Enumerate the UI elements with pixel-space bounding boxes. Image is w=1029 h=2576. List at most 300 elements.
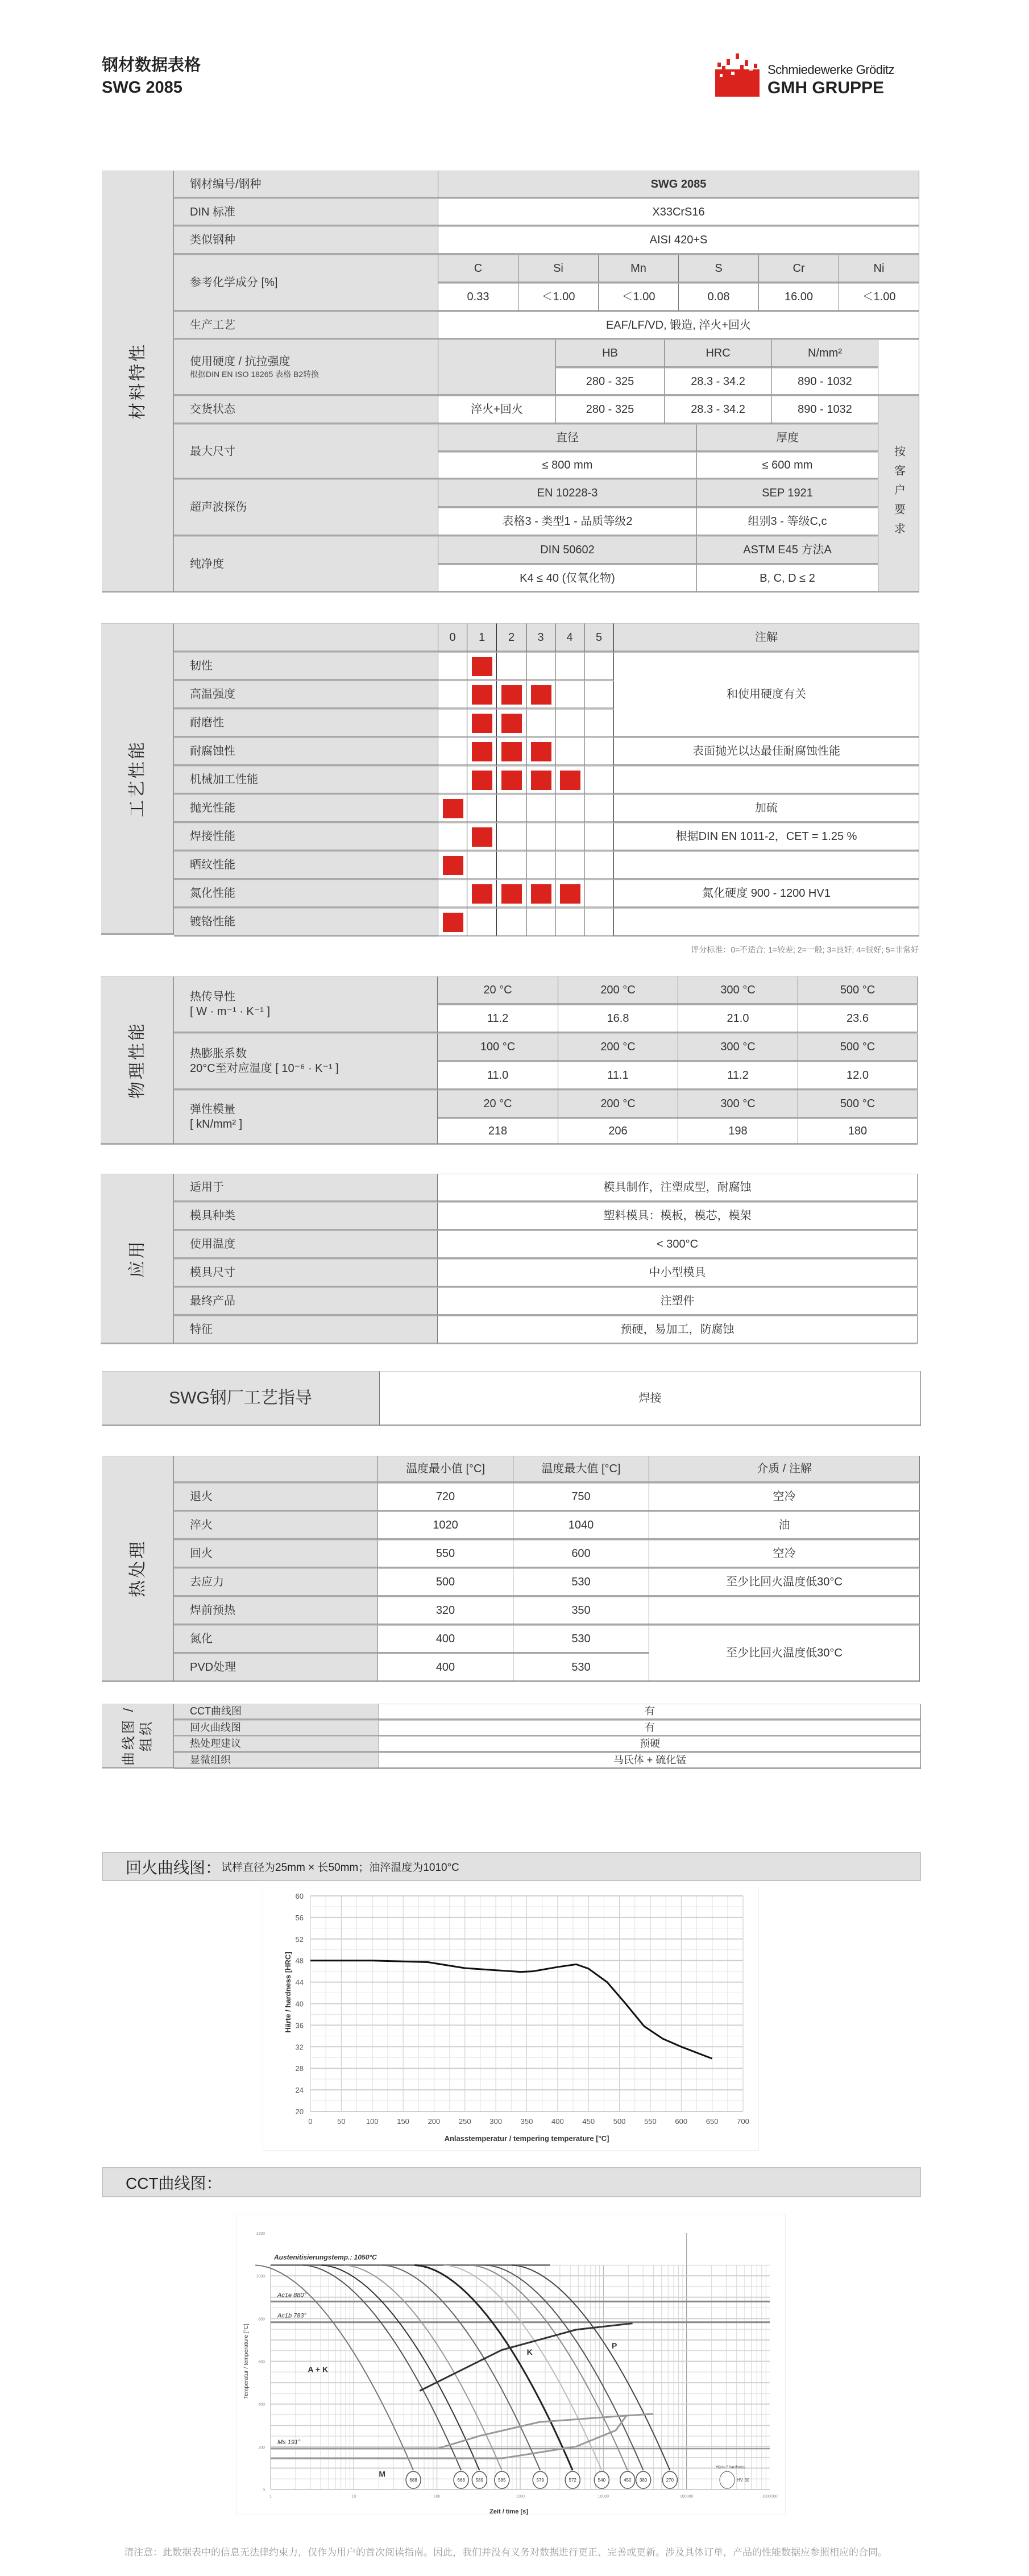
rating-cell bbox=[555, 823, 584, 851]
rating-cell bbox=[584, 823, 614, 851]
physical-unit: [ kN/mm² ] bbox=[190, 1118, 243, 1130]
hardness-note: 根据DIN EN ISO 18265 表格 B2转换 bbox=[190, 370, 320, 379]
application-value: < 300°C bbox=[438, 1231, 918, 1259]
heat-max-temp: 1040 bbox=[513, 1511, 649, 1540]
processing-item-label: 抛光性能 bbox=[174, 794, 438, 823]
heat-process-label: PVD处理 bbox=[174, 1654, 378, 1682]
heat-max-temp: 530 bbox=[513, 1625, 649, 1654]
max-size-value: ≤ 600 mm bbox=[697, 452, 878, 479]
ultrasonic-header: EN 10228-3 bbox=[438, 479, 697, 508]
physical-temp-header: 300 °C bbox=[678, 1033, 798, 1062]
y-tick-label: 28 bbox=[295, 2064, 304, 2073]
heat-max-temp: 350 bbox=[513, 1597, 649, 1625]
purity-value: K4 ≤ 40 (仅氧化物) bbox=[438, 565, 697, 593]
x-tick-label: 0 bbox=[308, 2117, 313, 2126]
steel-grade-subtitle: SWG 2085 bbox=[102, 78, 182, 97]
section-label-text: 工艺性能 bbox=[128, 740, 147, 817]
similar-grade-label: 类似钢种 bbox=[174, 226, 438, 255]
heat-max-temp: 530 bbox=[513, 1568, 649, 1597]
section-label-material bbox=[102, 171, 174, 593]
x-axis-label: Anlasstemperatur / tempering temperature [°C] bbox=[444, 2134, 609, 2143]
physical-temp-header: 300 °C bbox=[678, 1090, 798, 1119]
processing-item-label: 镀铬性能 bbox=[174, 908, 438, 937]
x-tick-label: 150 bbox=[397, 2117, 409, 2126]
cooling-curve bbox=[344, 2265, 502, 2470]
disclaimer-note: 请注意：此数据表中的信息无法律约束力，仅作为用户的首次阅读指南。因此，我们并没有义务对数据进行更正、完善或更新。涉及具体订单，产品的性能数据应参照相应的合同。 bbox=[124, 2547, 887, 2558]
physical-temp-header: 500 °C bbox=[798, 1090, 918, 1119]
rating-cell bbox=[526, 823, 555, 851]
section-label-text: 材料特性 bbox=[128, 342, 147, 420]
rating-mark bbox=[531, 771, 551, 790]
heat-max-temp: 750 bbox=[513, 1483, 649, 1511]
processing-item-label: 晒纹性能 bbox=[174, 851, 438, 880]
rating-mark bbox=[472, 657, 492, 676]
x-tick-label: 100000 bbox=[679, 2495, 694, 2499]
rating-cell bbox=[555, 794, 584, 823]
hardness-value: 380 bbox=[639, 2478, 648, 2483]
physical-unit: [ W · m⁻¹ · K⁻¹ ] bbox=[190, 1005, 271, 1018]
delivery-value: 890 - 1032 bbox=[772, 396, 878, 424]
rating-mark bbox=[443, 856, 463, 875]
x-tick-label: 200 bbox=[428, 2117, 441, 2126]
section-label-text: 物理性能 bbox=[127, 1021, 147, 1099]
y-tick-label: 24 bbox=[295, 2086, 304, 2095]
y-tick-label: 0 bbox=[263, 2488, 265, 2492]
rating-cell bbox=[526, 766, 555, 794]
processing-item-label: 焊接性能 bbox=[174, 823, 438, 851]
physical-temp-header: 200 °C bbox=[558, 976, 678, 1005]
logo-mark-icon bbox=[715, 52, 761, 97]
note-welding: 根据DIN EN 1011-2，CET = 1.25 % bbox=[614, 823, 919, 851]
rating-legend: 评分标准：0=不适合; 1=较差; 2=一般; 3=良好; 4=很好; 5=非常好 bbox=[691, 945, 919, 954]
rating-cell bbox=[526, 681, 555, 709]
rating-cell bbox=[584, 794, 614, 823]
heat-header-note: 介质 / 注解 bbox=[649, 1456, 920, 1483]
rating-scale-header: 0 bbox=[438, 623, 467, 652]
physical-label: 热膨胀系数 bbox=[190, 1047, 247, 1060]
x-tick-label: 1000000 bbox=[762, 2495, 778, 2499]
ultrasonic-value: 表格3 - 类型1 - 品质等级2 bbox=[438, 508, 697, 536]
y-tick-label: 1000 bbox=[256, 2275, 265, 2279]
cooling-curve bbox=[470, 2265, 628, 2470]
section-label-heat-treatment bbox=[102, 1456, 174, 1682]
y-tick-label: 36 bbox=[295, 2021, 304, 2030]
section-label-curves bbox=[102, 1704, 174, 1769]
tempering-curve-header bbox=[102, 1852, 921, 1881]
application-value: 塑料模具：模板，模芯，模架 bbox=[438, 1202, 918, 1231]
application-label: 特征 bbox=[174, 1316, 438, 1344]
cooling-curve bbox=[512, 2265, 670, 2470]
rating-cell bbox=[467, 851, 497, 880]
heat-note-merged: 至少比回火温度低30°C bbox=[649, 1625, 920, 1682]
heat-max-temp: 530 bbox=[513, 1654, 649, 1682]
rating-cell bbox=[555, 766, 584, 794]
guide-value: 焊接 bbox=[380, 1371, 921, 1426]
rating-mark bbox=[531, 884, 551, 904]
max-size-header: 厚度 bbox=[697, 424, 878, 452]
curves-value: 预硬 bbox=[379, 1736, 921, 1753]
rating-mark bbox=[472, 827, 492, 847]
rating-cell bbox=[584, 652, 614, 681]
heat-process-label: 淬火 bbox=[174, 1511, 378, 1540]
delivery-value: 280 - 325 bbox=[556, 396, 665, 424]
hardness-header: N/mm² bbox=[772, 339, 878, 368]
heat-note: 油 bbox=[649, 1511, 920, 1540]
heat-process-label: 去应力 bbox=[174, 1568, 378, 1597]
y-tick-label: 52 bbox=[295, 1935, 304, 1944]
y-tick-label: 48 bbox=[295, 1956, 304, 1965]
note-hardness-related: 和使用硬度有关 bbox=[614, 652, 919, 738]
customer-requirement-note bbox=[878, 396, 919, 593]
x-tick-label: 350 bbox=[520, 2117, 533, 2126]
heat-max-temp: 600 bbox=[513, 1540, 649, 1568]
hardness-value: 688 bbox=[409, 2478, 417, 2483]
rating-scale-header: 1 bbox=[467, 623, 497, 652]
rating-cell bbox=[526, 652, 555, 681]
chemistry-label: 参考化学成分 [%] bbox=[174, 255, 438, 312]
rating-cell bbox=[555, 880, 584, 908]
heat-process-label: 回火 bbox=[174, 1540, 378, 1568]
rating-mark bbox=[472, 884, 492, 904]
x-tick-label: 10000 bbox=[598, 2495, 609, 2499]
ultrasonic-header: SEP 1921 bbox=[697, 479, 878, 508]
hardness-value: 28.3 - 34.2 bbox=[665, 368, 772, 396]
physical-value: 12.0 bbox=[798, 1062, 918, 1090]
physical-label: 热传导性 bbox=[190, 991, 235, 1003]
company-logo bbox=[715, 52, 920, 98]
rating-mark bbox=[472, 742, 492, 761]
rating-cell bbox=[584, 709, 614, 738]
section-label-text: 热处理 bbox=[128, 1539, 147, 1597]
rating-mark bbox=[472, 771, 492, 790]
rating-cell bbox=[467, 794, 497, 823]
chem-element-header: Mn bbox=[599, 255, 679, 283]
hardness-value: 579 bbox=[536, 2478, 544, 2483]
physical-temp-header: 300 °C bbox=[678, 976, 798, 1005]
rating-cell bbox=[497, 908, 526, 937]
y-tick-label: 400 bbox=[258, 2403, 265, 2407]
chem-element-value: 16.00 bbox=[759, 283, 839, 312]
physical-value: 23.6 bbox=[798, 1005, 918, 1033]
rating-cell bbox=[584, 766, 614, 794]
cooling-curve bbox=[414, 2265, 572, 2470]
rating-cell bbox=[526, 908, 555, 937]
x-tick-label: 300 bbox=[489, 2117, 502, 2126]
rating-mark bbox=[501, 742, 522, 761]
din-label: DIN 标准 bbox=[174, 198, 438, 226]
hardness-value: 540 bbox=[598, 2478, 606, 2483]
rating-cell bbox=[497, 794, 526, 823]
tempering-chart bbox=[263, 1887, 759, 2151]
processing-item-label: 高温强度 bbox=[174, 681, 438, 709]
x-tick-label: 550 bbox=[644, 2117, 657, 2126]
physical-value: 11.1 bbox=[558, 1062, 678, 1090]
x-tick-label: 650 bbox=[706, 2117, 719, 2126]
reference-line-label: Ac1e 880° bbox=[277, 2292, 306, 2299]
y-tick-label: 32 bbox=[295, 2043, 304, 2052]
rating-cell bbox=[497, 766, 526, 794]
x-tick-label: 10 bbox=[351, 2495, 356, 2499]
cct-curve-header bbox=[102, 2167, 921, 2197]
rating-mark bbox=[531, 685, 551, 705]
rating-cell bbox=[438, 880, 467, 908]
physical-label: 弹性模量 bbox=[190, 1103, 235, 1116]
physical-value: 16.8 bbox=[558, 1005, 678, 1033]
delivery-label: 交货状态 bbox=[174, 396, 438, 424]
notes-header: 注解 bbox=[614, 623, 919, 652]
note-empty bbox=[614, 851, 919, 880]
chem-element-value: ＜1.00 bbox=[839, 283, 919, 312]
application-value: 预硬，易加工，防腐蚀 bbox=[438, 1316, 918, 1344]
physical-value: 180 bbox=[798, 1119, 918, 1145]
y-tick-label: 600 bbox=[258, 2360, 265, 2364]
application-value: 中小型模具 bbox=[438, 1259, 918, 1287]
rating-mark bbox=[501, 685, 522, 705]
region-label: M bbox=[379, 2469, 386, 2479]
rating-mark bbox=[501, 771, 522, 790]
rating-mark bbox=[560, 884, 580, 904]
physical-value: 218 bbox=[438, 1119, 558, 1145]
physical-label-cell bbox=[174, 1090, 438, 1145]
hardness-value: 280 - 325 bbox=[556, 368, 665, 396]
physical-temp-header: 500 °C bbox=[798, 976, 918, 1005]
chem-element-value: ＜1.00 bbox=[518, 283, 599, 312]
curves-label: 回火曲线图 bbox=[174, 1720, 379, 1737]
rating-cell bbox=[467, 681, 497, 709]
rating-cell bbox=[555, 908, 584, 937]
rating-cell bbox=[438, 652, 467, 681]
physical-temp-header: 100 °C bbox=[438, 1033, 558, 1062]
rating-cell bbox=[438, 681, 467, 709]
heat-process-label: 焊前预热 bbox=[174, 1597, 378, 1625]
section-label-physical bbox=[101, 976, 174, 1145]
hardness-value: 572 bbox=[569, 2478, 576, 2483]
max-size-label: 最大尺寸 bbox=[174, 424, 438, 479]
curves-label: 热处理建议 bbox=[174, 1736, 379, 1753]
rating-cell bbox=[497, 851, 526, 880]
application-label: 适用于 bbox=[174, 1174, 438, 1202]
rating-cell bbox=[526, 794, 555, 823]
y-tick-label: 40 bbox=[295, 1999, 304, 2008]
curves-value: 有 bbox=[379, 1720, 921, 1737]
section-label-text: 按客户要求 bbox=[892, 445, 905, 542]
rating-cell bbox=[467, 908, 497, 937]
page-title: 钢材数据表格 bbox=[102, 56, 201, 74]
physical-temp-header: 20 °C bbox=[438, 976, 558, 1005]
chem-element-header: Cr bbox=[759, 255, 839, 283]
physical-unit: 20°C至对应温度 [ 10⁻⁶ · K⁻¹ ] bbox=[190, 1062, 339, 1075]
rating-cell bbox=[438, 851, 467, 880]
rating-cell bbox=[467, 766, 497, 794]
y-tick-label: 1200 bbox=[256, 2232, 265, 2236]
y-tick-label: 200 bbox=[258, 2445, 265, 2450]
heat-note bbox=[649, 1597, 920, 1625]
cooling-curve bbox=[321, 2265, 479, 2470]
legend-unit: HV 30 bbox=[737, 2478, 750, 2483]
heat-note: 空冷 bbox=[649, 1540, 920, 1568]
rating-cell bbox=[555, 652, 584, 681]
rating-cell bbox=[555, 681, 584, 709]
rating-cell bbox=[555, 709, 584, 738]
rating-cell bbox=[584, 880, 614, 908]
y-tick-label: 20 bbox=[295, 2107, 304, 2116]
hardness-value: 589 bbox=[475, 2478, 484, 2483]
heat-min-temp: 550 bbox=[378, 1540, 513, 1568]
heat-min-temp: 320 bbox=[378, 1597, 513, 1625]
application-value: 注塑件 bbox=[438, 1287, 918, 1316]
x-tick-label: 1 bbox=[269, 2495, 272, 2499]
curves-value: 有 bbox=[379, 1704, 921, 1720]
application-label: 使用温度 bbox=[174, 1231, 438, 1259]
cct-curve-title: CCT曲线图： bbox=[126, 2174, 222, 2192]
x-tick-label: 600 bbox=[675, 2117, 688, 2126]
rating-mark bbox=[501, 884, 522, 904]
physical-temp-header: 500 °C bbox=[798, 1033, 918, 1062]
heat-note: 空冷 bbox=[649, 1483, 920, 1511]
y-tick-label: 800 bbox=[258, 2317, 265, 2322]
heat-header-blank bbox=[174, 1456, 378, 1483]
processing-item-label: 耐腐蚀性 bbox=[174, 738, 438, 766]
heat-header-min: 温度最小值 [°C] bbox=[378, 1456, 513, 1483]
physical-temp-header: 200 °C bbox=[558, 1090, 678, 1119]
purity-header: ASTM E45 方法A bbox=[697, 536, 878, 565]
physical-value: 11.2 bbox=[678, 1062, 798, 1090]
application-label: 模具种类 bbox=[174, 1202, 438, 1231]
physical-value: 206 bbox=[558, 1119, 678, 1145]
x-tick-label: 500 bbox=[613, 2117, 626, 2126]
austenitizing-label: Austenitisierungstemp.: 1050°C bbox=[274, 2253, 377, 2262]
section-label-text: 曲线图 / 组织 bbox=[121, 1705, 154, 1766]
rating-scale-header: 3 bbox=[526, 623, 555, 652]
rating-cell bbox=[497, 823, 526, 851]
rating-cell bbox=[526, 851, 555, 880]
physical-label-cell bbox=[174, 976, 438, 1033]
rating-scale-header: 4 bbox=[555, 623, 584, 652]
rating-cell bbox=[584, 908, 614, 937]
note-polishing: 加硫 bbox=[614, 794, 919, 823]
x-tick-label: 100 bbox=[433, 2495, 441, 2499]
rating-mark bbox=[443, 913, 463, 932]
reference-line-label: Ms 191° bbox=[277, 2439, 301, 2446]
region-label: A + K bbox=[308, 2364, 329, 2374]
physical-value: 11.0 bbox=[438, 1062, 558, 1090]
curves-label: 显微组织 bbox=[174, 1753, 379, 1769]
rating-cell bbox=[438, 738, 467, 766]
rating-cell bbox=[497, 738, 526, 766]
rating-mark bbox=[501, 714, 522, 733]
x-axis-label: Zeit / time [s] bbox=[489, 2508, 528, 2515]
processing-header-blank bbox=[174, 623, 438, 652]
hardness-label-cell bbox=[174, 339, 438, 396]
tempering-chart-svg bbox=[263, 1887, 760, 2151]
heat-header-max: 温度最大值 [°C] bbox=[513, 1456, 649, 1483]
rating-cell bbox=[497, 681, 526, 709]
application-label: 最终产品 bbox=[174, 1287, 438, 1316]
rating-cell bbox=[438, 766, 467, 794]
rating-cell bbox=[497, 880, 526, 908]
blank-cell bbox=[878, 339, 919, 396]
ultrasonic-label: 超声波探伤 bbox=[174, 479, 438, 536]
section-label-text: 应用 bbox=[127, 1239, 147, 1278]
rating-cell bbox=[467, 823, 497, 851]
heat-min-temp: 500 bbox=[378, 1568, 513, 1597]
process-label: 生产工艺 bbox=[174, 312, 438, 339]
physical-temp-header: 20 °C bbox=[438, 1090, 558, 1119]
section-label-application bbox=[101, 1174, 174, 1344]
process-value: EAF/LF/VD, 锻造, 淬火+回火 bbox=[438, 312, 919, 339]
rating-mark bbox=[472, 685, 492, 705]
rating-mark bbox=[531, 742, 551, 761]
x-tick-label: 450 bbox=[582, 2117, 595, 2126]
logo-group-name: GMH GRUPPE bbox=[767, 78, 885, 97]
max-size-value: ≤ 800 mm bbox=[438, 452, 697, 479]
rating-cell bbox=[438, 794, 467, 823]
y-tick-label: 44 bbox=[295, 1978, 304, 1987]
tempering-curve-title: 回火曲线图： bbox=[126, 1858, 222, 1877]
physical-temp-header: 200 °C bbox=[558, 1033, 678, 1062]
y-tick-label: 56 bbox=[295, 1913, 304, 1922]
processing-item-label: 韧性 bbox=[174, 652, 438, 681]
processing-item-label: 氮化性能 bbox=[174, 880, 438, 908]
rating-cell bbox=[555, 738, 584, 766]
heat-min-temp: 720 bbox=[378, 1483, 513, 1511]
delivery-state: 淬火+回火 bbox=[438, 396, 556, 424]
rating-mark bbox=[443, 799, 463, 818]
hardness-value: 270 bbox=[666, 2478, 674, 2483]
heat-process-label: 氮化 bbox=[174, 1625, 378, 1654]
rating-cell bbox=[584, 681, 614, 709]
hardness-value: 450 bbox=[624, 2478, 632, 2483]
purity-label: 纯净度 bbox=[174, 536, 438, 593]
x-tick-label: 700 bbox=[737, 2117, 749, 2126]
x-tick-label: 1000 bbox=[516, 2495, 525, 2499]
physical-label-cell bbox=[174, 1033, 438, 1090]
ultrasonic-value: 组别3 - 等级C,c bbox=[697, 508, 878, 536]
heat-min-temp: 1020 bbox=[378, 1511, 513, 1540]
rating-cell bbox=[467, 709, 497, 738]
rating-scale-header: 2 bbox=[497, 623, 526, 652]
note-nitriding: 氮化硬度 900 - 1200 HV1 bbox=[614, 880, 919, 908]
y-axis-label: Härte / hardness [HRC] bbox=[284, 1952, 292, 2033]
chem-element-value: 0.08 bbox=[679, 283, 759, 312]
curves-label: CCT曲线图 bbox=[174, 1704, 379, 1720]
hardness-header: HRC bbox=[665, 339, 772, 368]
rating-cell bbox=[467, 880, 497, 908]
physical-value: 198 bbox=[678, 1119, 798, 1145]
chem-element-header: Ni bbox=[839, 255, 919, 283]
region-label: K bbox=[526, 2347, 533, 2357]
y-tick-label: 60 bbox=[295, 1892, 304, 1900]
hardness-value: 668 bbox=[457, 2478, 465, 2483]
legend-circle bbox=[720, 2471, 735, 2488]
note-empty bbox=[614, 766, 919, 794]
x-tick-label: 250 bbox=[458, 2117, 471, 2126]
chem-element-value: ＜1.00 bbox=[599, 283, 679, 312]
rating-cell bbox=[497, 709, 526, 738]
section-label-processing bbox=[101, 623, 174, 935]
region-label: P bbox=[612, 2341, 617, 2350]
rating-scale-header: 5 bbox=[584, 623, 614, 652]
cct-chart bbox=[236, 2214, 786, 2515]
physical-value: 21.0 bbox=[678, 1005, 798, 1033]
rating-cell bbox=[555, 851, 584, 880]
grade-value: SWG 2085 bbox=[438, 171, 919, 198]
logo-company-name: Schmiedewerke Gröditz bbox=[767, 63, 895, 77]
rating-cell bbox=[438, 823, 467, 851]
rating-cell bbox=[526, 709, 555, 738]
similar-grade-value: AISI 420+S bbox=[438, 226, 919, 255]
rating-cell bbox=[584, 851, 614, 880]
